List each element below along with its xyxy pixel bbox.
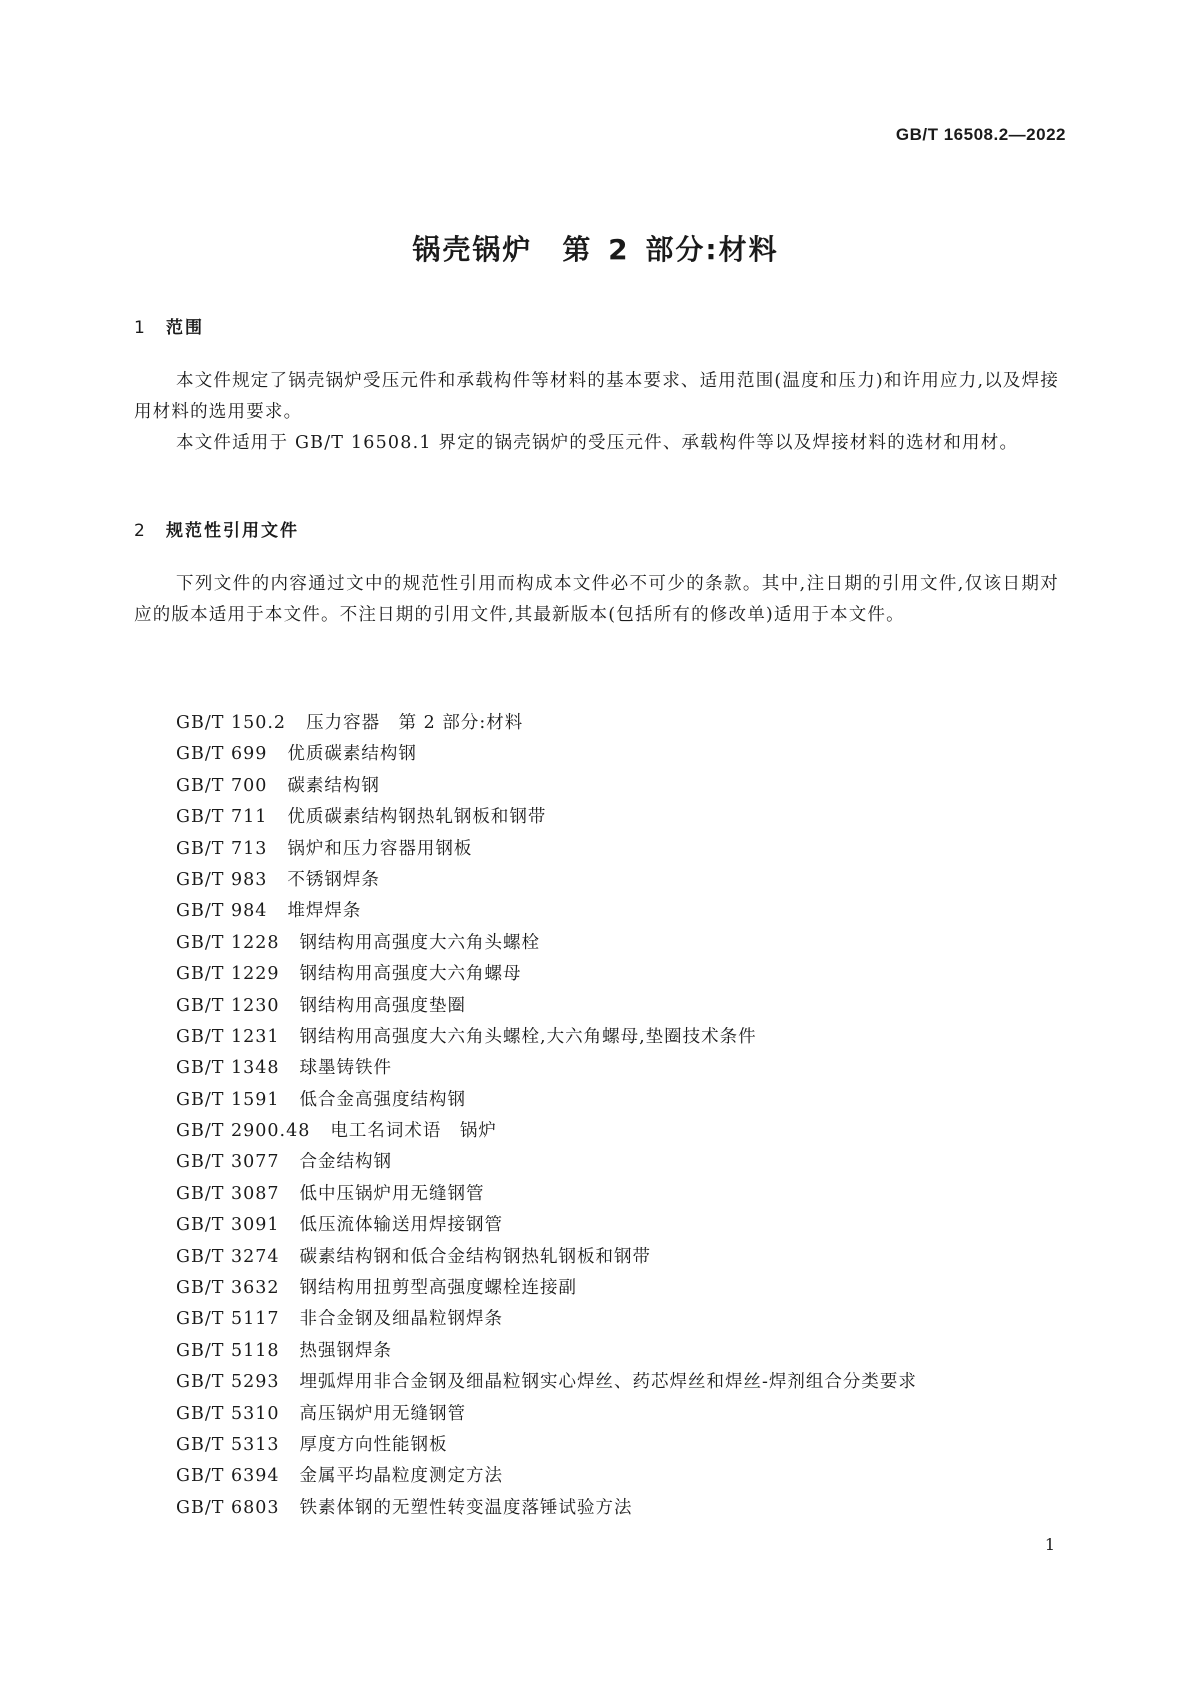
reference-item	[176, 1242, 917, 1273]
reference-code: GB/T 983	[176, 869, 268, 890]
reference-item	[176, 1304, 917, 1335]
reference-code: GB/T 711	[176, 807, 268, 828]
reference-item	[176, 1210, 917, 1241]
reference-code: GB/T 1231	[176, 1026, 280, 1047]
reference-title: 不锈钢焊条	[287, 869, 380, 890]
reference-code: GB/T 5118	[176, 1340, 280, 1361]
reference-code: GB/T 5117	[176, 1309, 280, 1330]
reference-item	[176, 1367, 917, 1398]
section-title: 规范性引用文件	[166, 521, 299, 541]
reference-code: GB/T 1591	[176, 1089, 280, 1110]
standard-code: GB/T 16508.2—2022	[895, 125, 1066, 144]
reference-item	[176, 708, 917, 739]
section-number: 2	[134, 521, 147, 541]
reference-item	[176, 991, 917, 1022]
reference-title: 热强钢焊条	[299, 1340, 393, 1361]
reference-code: GB/T 3087	[176, 1183, 280, 1204]
reference-item	[176, 1336, 917, 1367]
reference-code: GB/T 984	[176, 901, 268, 922]
reference-item	[176, 1085, 917, 1116]
reference-code: GB/T 3077	[176, 1152, 280, 1173]
reference-title: 钢结构用高强度大六角头螺栓,大六角螺母,垫圈技术条件	[299, 1026, 757, 1047]
reference-title: 低合金高强度结构钢	[299, 1089, 467, 1110]
reference-item	[176, 865, 917, 896]
reference-code: GB/T 699	[176, 744, 268, 765]
title-part: 第 2 部分:材料	[562, 233, 779, 266]
reference-item	[176, 1053, 917, 1084]
reference-code: GB/T 3091	[176, 1215, 280, 1236]
reference-title: 钢结构用高强度垫圈	[299, 995, 467, 1016]
reference-title: 铁素体钢的无塑性转变温度落锤试验方法	[299, 1497, 633, 1518]
reference-item	[176, 928, 917, 959]
reference-title: 堆焊焊条	[287, 901, 362, 922]
reference-title: 埋弧焊用非合金钢及细晶粒钢实心焊丝、药芯焊丝和焊丝-焊剂组合分类要求	[299, 1372, 917, 1393]
section-number: 1	[134, 318, 147, 338]
reference-item	[176, 1399, 917, 1430]
reference-title: 低压流体输送用焊接钢管	[299, 1215, 504, 1236]
reference-title: 优质碳素结构钢热轧钢板和钢带	[287, 807, 547, 828]
reference-title: 合金结构钢	[299, 1152, 393, 1173]
paragraph: 下列文件的内容通过文中的规范性引用而构成本文件必不可少的条款。其中,注日期的引用文件,仅该日期对应的版本适用于本文件。不注日期的引用文件,其最新版本(包括所有的修改单)适用于本文件。	[134, 574, 1059, 625]
reference-code: GB/T 1348	[176, 1058, 280, 1079]
reference-title: 碳素结构钢和低合金结构钢热轧钢板和钢带	[299, 1246, 652, 1267]
reference-code: GB/T 5293	[176, 1372, 280, 1393]
section-title: 范围	[166, 318, 204, 338]
reference-code: GB/T 1229	[176, 964, 280, 985]
reference-item	[176, 959, 917, 990]
reference-title: 碳素结构钢	[287, 775, 380, 796]
section-heading-normative-references	[134, 516, 299, 541]
reference-code: GB/T 1228	[176, 932, 280, 953]
paragraph: 本文件适用于 GB/T 16508.1 界定的锅壳锅炉的受压元件、承载构件等以及焊接材料的选材和用材。	[176, 433, 1019, 453]
reference-item	[176, 896, 917, 927]
reference-item	[176, 771, 917, 802]
reference-title: 钢结构用扭剪型高强度螺栓连接副	[299, 1278, 578, 1299]
reference-item	[176, 834, 917, 865]
reference-code: GB/T 700	[176, 775, 268, 796]
reference-title: 钢结构用高强度大六角螺母	[299, 964, 522, 985]
reference-code: GB/T 2900.48	[176, 1121, 311, 1142]
reference-title: 优质碳素结构钢	[287, 744, 417, 765]
title-main: 锅壳锅炉	[412, 233, 533, 266]
reference-list	[176, 708, 917, 1524]
reference-title: 金属平均晶粒度测定方法	[299, 1466, 504, 1487]
reference-code: GB/T 1230	[176, 995, 280, 1016]
reference-code: GB/T 3274	[176, 1246, 280, 1267]
reference-title: 钢结构用高强度大六角头螺栓	[299, 932, 541, 953]
reference-title: 高压锅炉用无缝钢管	[299, 1403, 467, 1424]
reference-title: 锅炉和压力容器用钢板	[287, 838, 473, 859]
reference-title: 压力容器 第 2 部分:材料	[306, 713, 524, 733]
reference-item	[176, 802, 917, 833]
page-number: 1	[1044, 1535, 1055, 1554]
document-title	[0, 228, 1191, 268]
reference-item	[176, 1147, 917, 1178]
reference-title: 低中压锅炉用无缝钢管	[299, 1183, 485, 1204]
reference-title: 电工名词术语 锅炉	[330, 1121, 497, 1142]
reference-item	[176, 739, 917, 770]
reference-code: GB/T 5313	[176, 1434, 280, 1455]
reference-item	[176, 1273, 917, 1304]
reference-item	[176, 1461, 917, 1492]
paragraph: 本文件规定了锅壳锅炉受压元件和承载构件等材料的基本要求、适用范围(温度和压力)和许用应力,以及焊接用材料的选用要求。	[134, 371, 1060, 422]
reference-item	[176, 1493, 917, 1524]
reference-code: GB/T 5310	[176, 1403, 280, 1424]
reference-code: GB/T 6803	[176, 1497, 280, 1518]
reference-code: GB/T 6394	[176, 1466, 280, 1487]
reference-code: GB/T 713	[176, 838, 268, 859]
section-heading-scope	[134, 313, 204, 338]
reference-title: 非合金钢及细晶粒钢焊条	[299, 1309, 504, 1330]
reference-item	[176, 1022, 917, 1053]
reference-item	[176, 1179, 917, 1210]
reference-code: GB/T 3632	[176, 1278, 280, 1299]
reference-item	[176, 1116, 917, 1147]
reference-code: GB/T 150.2	[176, 713, 287, 733]
reference-title: 球墨铸铁件	[299, 1058, 393, 1079]
reference-item	[176, 1430, 917, 1461]
reference-title: 厚度方向性能钢板	[299, 1434, 448, 1455]
